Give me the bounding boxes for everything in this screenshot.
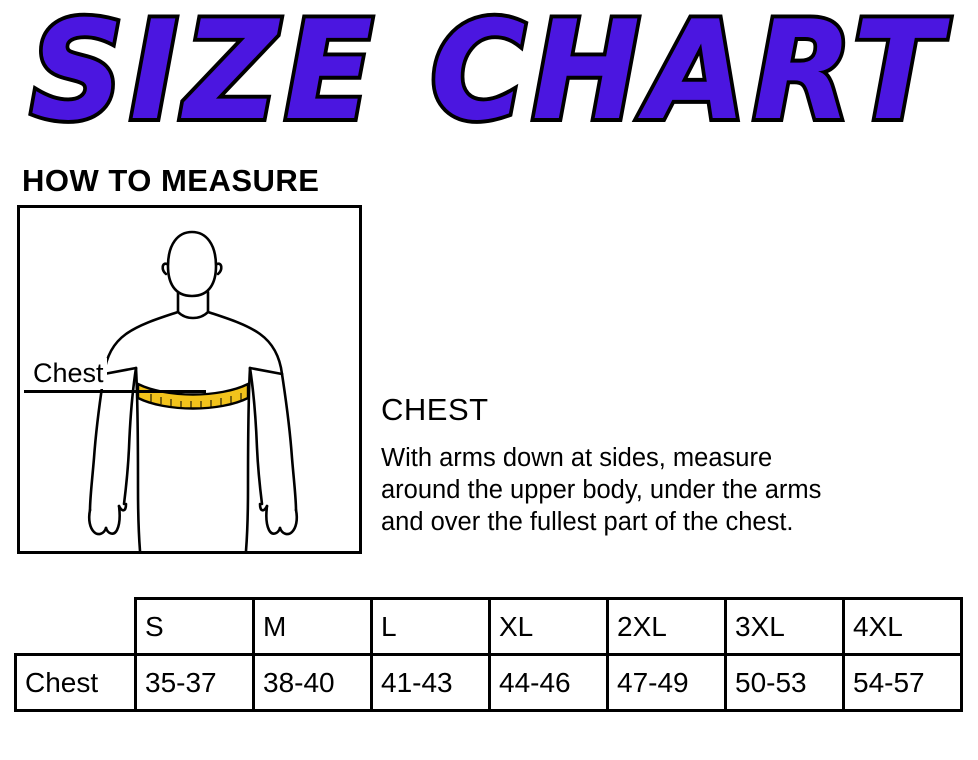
table-cell-chest-1: 38-40 [254, 655, 372, 711]
table-header-size-0: S [136, 599, 254, 655]
table-header-size-2: L [372, 599, 490, 655]
table-row [16, 655, 962, 711]
table-cell-chest-3: 44-46 [490, 655, 608, 711]
table-cell-chest-5: 50-53 [726, 655, 844, 711]
chest-description-block [381, 392, 971, 538]
chest-description-line-2: around the upper body, under the arms [381, 476, 822, 504]
size-chart-table [14, 597, 963, 712]
table-header-size-4: 2XL [608, 599, 726, 655]
chest-leader-line [24, 390, 206, 393]
table-cell-chest-6: 54-57 [844, 655, 962, 711]
table-header-size-6: 4XL [844, 599, 962, 655]
page-title-banner [0, 0, 978, 151]
chest-description-body [381, 442, 971, 538]
tape-measure-icon [138, 384, 248, 409]
table-cell-chest-4: 47-49 [608, 655, 726, 711]
table-corner-cell [16, 599, 136, 655]
chest-description-line-1: With arms down at sides, measure [381, 444, 773, 472]
table-header-row [16, 599, 962, 655]
table-cell-chest-2: 41-43 [372, 655, 490, 711]
table-cell-chest-0: 35-37 [136, 655, 254, 711]
page-title: SIZE CHART [30, 0, 948, 151]
table-header-size-5: 3XL [726, 599, 844, 655]
how-to-measure-heading: HOW TO MEASURE [22, 163, 320, 198]
chest-description-line-3: and over the fullest part of the chest. [381, 508, 794, 536]
chest-callout-label: Chest [30, 358, 107, 389]
chest-description-heading: CHEST [381, 392, 489, 427]
table-header-size-1: M [254, 599, 372, 655]
table-row-label: Chest [16, 655, 136, 711]
table-header-size-3: XL [490, 599, 608, 655]
